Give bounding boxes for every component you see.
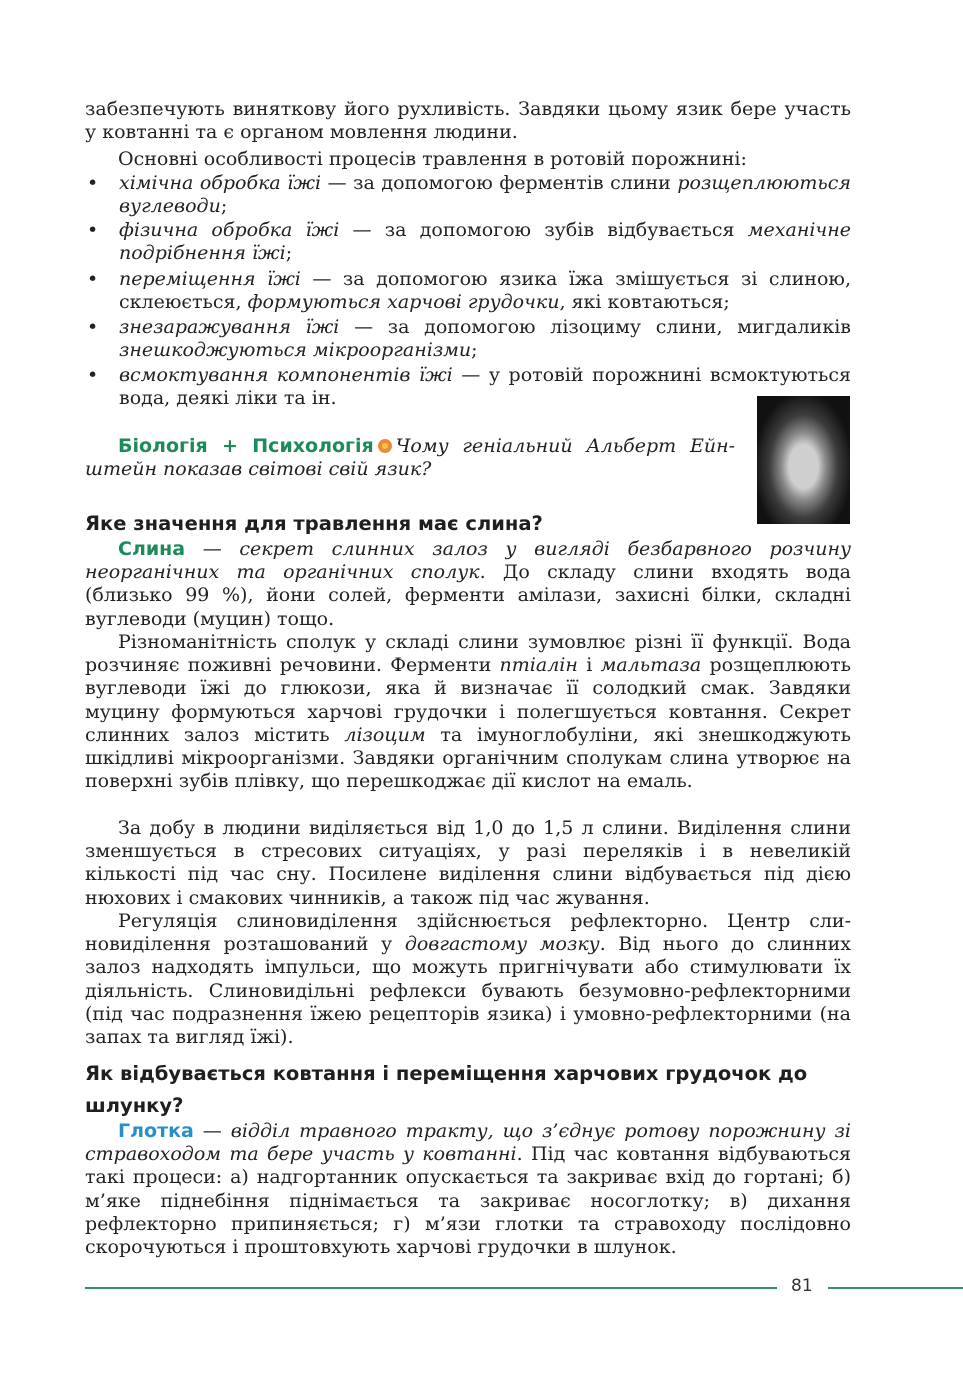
bullet-tail: , які ковтаються;	[559, 291, 730, 314]
term-pharynx: Глотка	[118, 1120, 194, 1142]
bullet-dot: •	[87, 316, 99, 338]
term-saliva: Слина	[118, 538, 186, 560]
bullet-dot: •	[87, 172, 99, 194]
bullet-dot: •	[87, 268, 99, 290]
term-maltase: мальтаза	[600, 654, 702, 677]
text: Різноманітність сполук у складі слини зумовлює різні її функції. Вода розчиняє поживні речовини. Ферменти	[85, 631, 851, 677]
bullet-term: переміщення їжі	[119, 268, 301, 290]
bullet-text: — у ротовій порожнині всмоктуються вода, деякі ліки та ін.	[119, 364, 852, 410]
bullet-emphasis: формуються харчові грудочки	[247, 291, 560, 314]
paragraph-saliva-functions	[85, 631, 851, 793]
paragraph-saliva-definition	[85, 538, 851, 631]
bullet-term: хімічна обробка їжі	[119, 172, 322, 194]
bullet-item	[85, 316, 851, 362]
footer-line-left	[85, 1287, 777, 1289]
section-heading-swallowing: Як відбувається ковтання і переміщення харчових грудочок до шлунку?	[85, 1062, 808, 1117]
paragraph-top	[85, 98, 851, 144]
text: . Від нього до слинних залоз надходять імпульси, що можуть пригнічувати або стимулювати їх діяльність. Слиновидільні рефлекси бувають безумовно-рефлекторними (під час подразнення їжею рецепторів язика) і умовно-рефлекторними (на запах та вигляд їжі).	[85, 933, 851, 1049]
footer-line-right	[828, 1287, 963, 1289]
saliva-composition: . До складу слини входять вода (близько 99 %), йони солей, ферменти амілази, захисні білки, складні вуглеводи (муцин) тощо.	[85, 561, 851, 630]
bullet-term: знезаражування їжі	[119, 316, 340, 338]
bullet-tail: ;	[471, 339, 478, 362]
pharynx-definition: — відділ травного тракту, що з’єднує ротову порожнину зі стравоходом та бере участь у ковтанні	[85, 1120, 851, 1166]
text: розщеплюють вуглеводи їжі до глюкози, яка й визначає її солодкий смак. Завдяки муцину формуються харчові грудочки і полегшується ковтання. Секрет слинних залоз містить	[85, 654, 852, 746]
paragraph-pharynx	[85, 1120, 851, 1259]
paragraph-salivation-regulation	[85, 910, 851, 1049]
bullet-text: — за допомогою зубів відбувається	[339, 219, 748, 241]
bullet-emphasis: механічне подрібнення їжі	[119, 219, 851, 265]
section-heading-saliva: Яке значення для травлення має слина?	[85, 512, 543, 535]
bullet-term: фізична обробка їжі	[119, 219, 340, 241]
einstein-photo	[757, 396, 850, 524]
bullet-text: — за допомогою ферментів слини	[321, 172, 678, 194]
box-label: Біологія + Психологія	[118, 435, 374, 457]
bullet-term: всмоктування компонентів їжі	[119, 364, 453, 386]
page-number: 81	[791, 1276, 813, 1296]
bullet-item	[85, 219, 851, 265]
swallowing-process: . Під час ковтання відбуваються такі процеси: а) надгортанник опускається та закриває вхід до гортані; б) м’яке піднебіння піднімається та закриває носоглотку; в) дихання рефлекторно припиняється; г) м’язи глотки та стравоходу послідовно скорочуються і проштовхують харчові грудочки в шлунок.	[85, 1143, 852, 1259]
paragraph-saliva-volume: За добу в людини виділяється від 1,0 до 1,5 л слини. Виділення слини зменшується в стресових ситуаціях, у разі переляків і в невеликій кількості під час сну. Посилене виділення слини відбувається під дією нюхових і смакових чинників, а також під час жування.	[85, 817, 851, 909]
bullet-tail: ;	[220, 195, 228, 218]
interdisciplinary-box	[85, 435, 735, 481]
bullet-emphasis: знешкоджуються мікроорганізми	[119, 339, 472, 362]
term-medulla: довгастому мозку	[404, 933, 600, 956]
bullets-intro: Основні особливості процесів травлення в ротовій порожнині:	[118, 148, 747, 170]
box-question: Чому геніальний Альберт Ейнштейн показав світові свій язик?	[85, 435, 736, 481]
bullet-text: — за допомогою лізоциму слини, мигдаликів	[339, 316, 851, 338]
bullet-text: — за допомогою язика їжа змішується зі слиною, склеюється,	[119, 268, 851, 314]
text: і	[577, 654, 601, 677]
bullet-item	[85, 364, 851, 410]
bullet-emphasis: розщеплюються вуглеводи	[119, 172, 851, 218]
bullet-dot: •	[87, 219, 99, 241]
term-ptyalin: птіалін	[499, 654, 578, 677]
saliva-definition: — секрет слинних залоз у вигляді безбарвного розчину неорганічних та органічних сполук	[85, 538, 851, 584]
bullet-tail: ;	[285, 242, 293, 265]
text: Регуляція слиновиділення здійснюється рефлекторно. Центр слиновиділення розташований у	[85, 910, 851, 956]
top-line-2: участь у ковтанні та є органом мовлення людини.	[85, 98, 852, 144]
top-line-1: забезпечують виняткову його рухливість. Завдяки цьому язик бере	[85, 98, 777, 120]
bullet-item	[85, 172, 851, 218]
text: та імуноглобуліни, які знешкоджують шкідливі мікроорганізми. Завдяки органічним сполукам слина утворює на поверхні зубів плівку, що перешкоджає дії кислот на емаль.	[85, 723, 852, 793]
term-lysozyme: лізоцим	[344, 723, 426, 746]
bullet-dot: •	[87, 364, 99, 386]
flower-icon	[378, 439, 392, 453]
bullet-item	[85, 268, 851, 314]
